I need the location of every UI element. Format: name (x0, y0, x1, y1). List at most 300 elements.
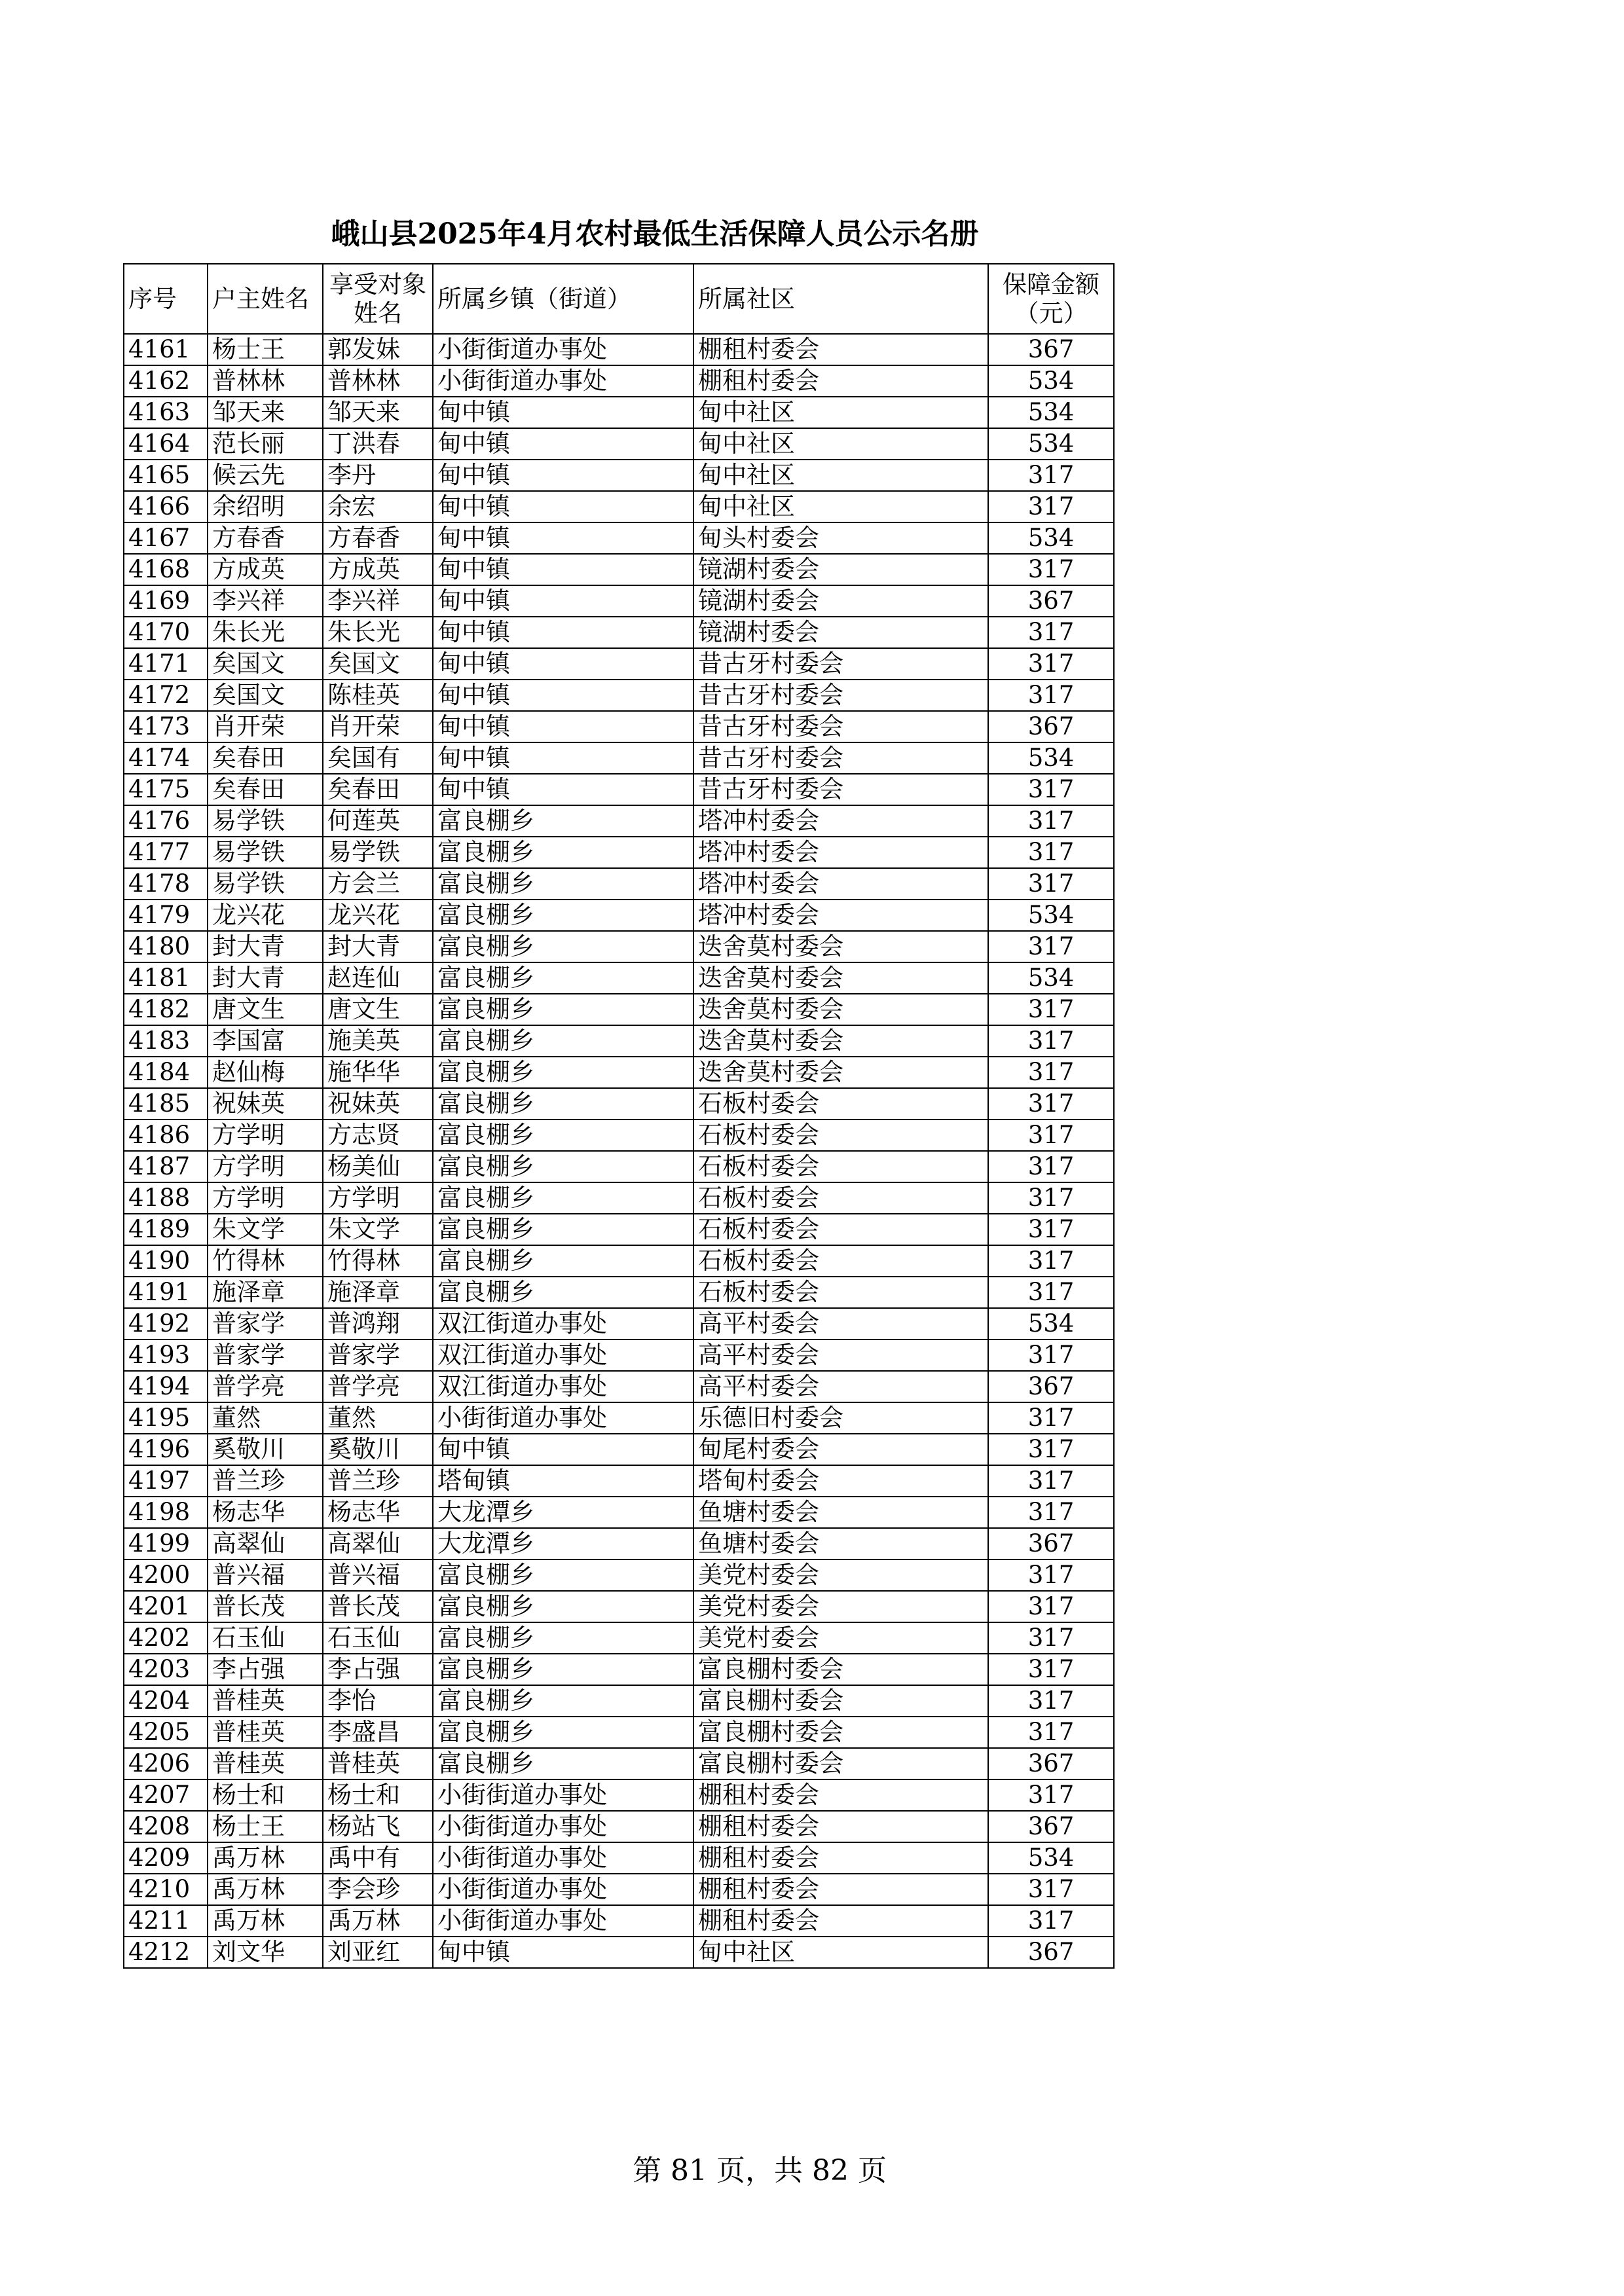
table-row (124, 742, 1114, 774)
cell-household-head: 方学明 (208, 1151, 323, 1182)
cell-seq: 4178 (124, 868, 208, 900)
cell-seq: 4176 (124, 805, 208, 837)
cell-township: 甸中镇 (433, 1937, 693, 1968)
cell-seq: 4200 (124, 1559, 208, 1591)
table-row (124, 1214, 1114, 1245)
cell-community: 镜湖村委会 (693, 585, 988, 617)
cell-household-head: 赵仙梅 (208, 1057, 323, 1088)
cell-community: 镜湖村委会 (693, 617, 988, 648)
cell-beneficiary: 方会兰 (323, 868, 433, 900)
cell-township: 甸中镇 (433, 428, 693, 460)
cell-household-head: 杨士王 (208, 1811, 323, 1842)
cell-community: 迭舍莫村委会 (693, 962, 988, 994)
cell-community: 塔冲村委会 (693, 837, 988, 868)
cell-beneficiary: 赵连仙 (323, 962, 433, 994)
cell-seq: 4175 (124, 774, 208, 805)
cell-community: 石板村委会 (693, 1151, 988, 1182)
cell-household-head: 李占强 (208, 1654, 323, 1685)
cell-amount: 367 (988, 1937, 1114, 1968)
cell-household-head: 朱长光 (208, 617, 323, 648)
cell-seq: 4174 (124, 742, 208, 774)
cell-amount: 317 (988, 1654, 1114, 1685)
cell-amount: 317 (988, 1214, 1114, 1245)
cell-household-head: 候云先 (208, 460, 323, 491)
cell-household-head: 普兰珍 (208, 1465, 323, 1497)
table-row (124, 1088, 1114, 1120)
cell-township: 甸中镇 (433, 491, 693, 522)
cell-seq: 4189 (124, 1214, 208, 1245)
cell-community: 昔古牙村委会 (693, 680, 988, 711)
cell-community: 鱼塘村委会 (693, 1528, 988, 1559)
cell-amount: 534 (988, 742, 1114, 774)
cell-amount: 317 (988, 1151, 1114, 1182)
cell-seq: 4172 (124, 680, 208, 711)
cell-township: 富良棚乡 (433, 900, 693, 931)
cell-household-head: 杨士王 (208, 334, 323, 365)
cell-community: 高平村委会 (693, 1308, 988, 1339)
cell-household-head: 竹得林 (208, 1245, 323, 1277)
cell-amount: 317 (988, 1717, 1114, 1748)
cell-township: 富良棚乡 (433, 1685, 693, 1717)
cell-township: 甸中镇 (433, 742, 693, 774)
header-row (124, 264, 1114, 334)
header-amount: 保障金额（元） (988, 264, 1114, 334)
cell-township: 甸中镇 (433, 680, 693, 711)
cell-beneficiary: 李占强 (323, 1654, 433, 1685)
cell-township: 甸中镇 (433, 711, 693, 742)
header-household-head: 户主姓名 (208, 264, 323, 334)
cell-beneficiary: 普兰珍 (323, 1465, 433, 1497)
cell-seq: 4212 (124, 1937, 208, 1968)
cell-amount: 534 (988, 428, 1114, 460)
cell-amount: 317 (988, 1245, 1114, 1277)
cell-community: 甸中社区 (693, 491, 988, 522)
table-row (124, 1779, 1114, 1811)
cell-community: 塔冲村委会 (693, 900, 988, 931)
cell-seq: 4191 (124, 1277, 208, 1308)
cell-amount: 317 (988, 1402, 1114, 1434)
table-row (124, 837, 1114, 868)
cell-township: 富良棚乡 (433, 805, 693, 837)
cell-community: 石板村委会 (693, 1277, 988, 1308)
cell-seq: 4202 (124, 1622, 208, 1654)
cell-seq: 4186 (124, 1120, 208, 1151)
cell-beneficiary: 何莲英 (323, 805, 433, 837)
cell-beneficiary: 禹万林 (323, 1905, 433, 1937)
cell-beneficiary: 封大青 (323, 931, 433, 962)
cell-amount: 317 (988, 1182, 1114, 1214)
cell-seq: 4182 (124, 994, 208, 1025)
cell-beneficiary: 施美英 (323, 1025, 433, 1057)
cell-seq: 4206 (124, 1748, 208, 1779)
cell-household-head: 易学铁 (208, 805, 323, 837)
cell-seq: 4211 (124, 1905, 208, 1937)
cell-seq: 4207 (124, 1779, 208, 1811)
cell-township: 双江街道办事处 (433, 1339, 693, 1371)
cell-household-head: 矣国文 (208, 648, 323, 680)
table-row (124, 1842, 1114, 1874)
cell-amount: 317 (988, 1622, 1114, 1654)
cell-township: 双江街道办事处 (433, 1371, 693, 1402)
cell-seq: 4201 (124, 1591, 208, 1622)
cell-community: 棚租村委会 (693, 1842, 988, 1874)
cell-seq: 4173 (124, 711, 208, 742)
cell-amount: 317 (988, 805, 1114, 837)
cell-township: 富良棚乡 (433, 868, 693, 900)
cell-township: 富良棚乡 (433, 1057, 693, 1088)
cell-amount: 534 (988, 1308, 1114, 1339)
cell-beneficiary: 李兴祥 (323, 585, 433, 617)
cell-community: 石板村委会 (693, 1245, 988, 1277)
cell-amount: 534 (988, 1842, 1114, 1874)
cell-community: 棚租村委会 (693, 365, 988, 397)
cell-amount: 317 (988, 774, 1114, 805)
cell-household-head: 奚敬川 (208, 1434, 323, 1465)
cell-household-head: 矣春田 (208, 774, 323, 805)
cell-community: 棚租村委会 (693, 334, 988, 365)
cell-township: 富良棚乡 (433, 1591, 693, 1622)
cell-community: 乐德旧村委会 (693, 1402, 988, 1434)
table-row (124, 1120, 1114, 1151)
cell-seq: 4210 (124, 1874, 208, 1905)
table-row (124, 1277, 1114, 1308)
cell-township: 小街街道办事处 (433, 1811, 693, 1842)
table-row (124, 1371, 1114, 1402)
cell-household-head: 普林林 (208, 365, 323, 397)
table-row (124, 585, 1114, 617)
cell-community: 棚租村委会 (693, 1779, 988, 1811)
cell-amount: 317 (988, 1025, 1114, 1057)
cell-beneficiary: 竹得林 (323, 1245, 433, 1277)
cell-beneficiary: 余宏 (323, 491, 433, 522)
cell-community: 富良棚村委会 (693, 1717, 988, 1748)
cell-household-head: 朱文学 (208, 1214, 323, 1245)
cell-beneficiary: 方志贤 (323, 1120, 433, 1151)
cell-township: 小街街道办事处 (433, 1874, 693, 1905)
table-row (124, 460, 1114, 491)
cell-township: 富良棚乡 (433, 1025, 693, 1057)
table-row (124, 1434, 1114, 1465)
roster-table (123, 263, 1115, 1969)
cell-community: 塔冲村委会 (693, 868, 988, 900)
cell-household-head: 杨志华 (208, 1497, 323, 1528)
cell-beneficiary: 董然 (323, 1402, 433, 1434)
cell-amount: 317 (988, 460, 1114, 491)
cell-township: 小街街道办事处 (433, 1842, 693, 1874)
cell-community: 甸中社区 (693, 460, 988, 491)
cell-township: 富良棚乡 (433, 1748, 693, 1779)
cell-township: 富良棚乡 (433, 1245, 693, 1277)
cell-community: 棚租村委会 (693, 1905, 988, 1937)
cell-household-head: 高翠仙 (208, 1528, 323, 1559)
cell-seq: 4190 (124, 1245, 208, 1277)
cell-township: 富良棚乡 (433, 1654, 693, 1685)
cell-township: 甸中镇 (433, 554, 693, 585)
cell-household-head: 封大青 (208, 931, 323, 962)
cell-amount: 317 (988, 648, 1114, 680)
cell-township: 富良棚乡 (433, 1622, 693, 1654)
header-community: 所属社区 (693, 264, 988, 334)
cell-beneficiary: 李盛昌 (323, 1717, 433, 1748)
cell-township: 小街街道办事处 (433, 1905, 693, 1937)
cell-township: 小街街道办事处 (433, 1779, 693, 1811)
table-row (124, 1654, 1114, 1685)
cell-household-head: 李国富 (208, 1025, 323, 1057)
cell-seq: 4181 (124, 962, 208, 994)
table-row (124, 1057, 1114, 1088)
cell-amount: 534 (988, 962, 1114, 994)
cell-seq: 4171 (124, 648, 208, 680)
cell-township: 富良棚乡 (433, 1120, 693, 1151)
cell-beneficiary: 普长茂 (323, 1591, 433, 1622)
cell-seq: 4168 (124, 554, 208, 585)
cell-beneficiary: 陈桂英 (323, 680, 433, 711)
roster-body (124, 334, 1114, 1968)
cell-township: 大龙潭乡 (433, 1528, 693, 1559)
cell-beneficiary: 矣春田 (323, 774, 433, 805)
document-title: 峨山县2025年4月农村最低生活保障人员公示名册 (331, 217, 979, 251)
cell-amount: 317 (988, 617, 1114, 648)
cell-community: 昔古牙村委会 (693, 742, 988, 774)
cell-household-head: 普长茂 (208, 1591, 323, 1622)
cell-community: 甸尾村委会 (693, 1434, 988, 1465)
cell-seq: 4184 (124, 1057, 208, 1088)
cell-household-head: 封大青 (208, 962, 323, 994)
table-row (124, 994, 1114, 1025)
cell-community: 迭舍莫村委会 (693, 931, 988, 962)
cell-household-head: 普家学 (208, 1308, 323, 1339)
cell-amount: 534 (988, 522, 1114, 554)
cell-amount: 534 (988, 397, 1114, 428)
cell-beneficiary: 朱文学 (323, 1214, 433, 1245)
cell-community: 甸头村委会 (693, 522, 988, 554)
cell-beneficiary: 普鸿翔 (323, 1308, 433, 1339)
cell-community: 甸中社区 (693, 1937, 988, 1968)
table-row (124, 1025, 1114, 1057)
table-row (124, 491, 1114, 522)
cell-amount: 317 (988, 868, 1114, 900)
cell-township: 甸中镇 (433, 648, 693, 680)
cell-amount: 367 (988, 1371, 1114, 1402)
cell-seq: 4193 (124, 1339, 208, 1371)
cell-household-head: 易学铁 (208, 837, 323, 868)
cell-township: 富良棚乡 (433, 1717, 693, 1748)
cell-township: 甸中镇 (433, 617, 693, 648)
table-row (124, 1811, 1114, 1842)
cell-beneficiary: 普家学 (323, 1339, 433, 1371)
cell-amount: 317 (988, 1088, 1114, 1120)
cell-seq: 4199 (124, 1528, 208, 1559)
header-township: 所属乡镇（街道） (433, 264, 693, 334)
table-row (124, 1591, 1114, 1622)
table-row (124, 711, 1114, 742)
cell-beneficiary: 李丹 (323, 460, 433, 491)
cell-amount: 317 (988, 1434, 1114, 1465)
table-row (124, 900, 1114, 931)
table-row (124, 1905, 1114, 1937)
cell-household-head: 禹万林 (208, 1842, 323, 1874)
cell-seq: 4165 (124, 460, 208, 491)
cell-beneficiary: 普学亮 (323, 1371, 433, 1402)
cell-household-head: 普兴福 (208, 1559, 323, 1591)
cell-community: 富良棚村委会 (693, 1654, 988, 1685)
table-row (124, 1559, 1114, 1591)
cell-township: 富良棚乡 (433, 1151, 693, 1182)
cell-amount: 317 (988, 931, 1114, 962)
cell-amount: 317 (988, 1874, 1114, 1905)
cell-community: 美党村委会 (693, 1622, 988, 1654)
cell-amount: 317 (988, 1339, 1114, 1371)
cell-seq: 4188 (124, 1182, 208, 1214)
table-row (124, 1937, 1114, 1968)
table-row (124, 1339, 1114, 1371)
cell-seq: 4162 (124, 365, 208, 397)
cell-household-head: 方学明 (208, 1182, 323, 1214)
cell-seq: 4177 (124, 837, 208, 868)
cell-seq: 4185 (124, 1088, 208, 1120)
cell-amount: 317 (988, 1120, 1114, 1151)
cell-community: 塔甸村委会 (693, 1465, 988, 1497)
table-row (124, 805, 1114, 837)
cell-amount: 317 (988, 1057, 1114, 1088)
cell-community: 甸中社区 (693, 428, 988, 460)
cell-household-head: 方学明 (208, 1120, 323, 1151)
cell-seq: 4194 (124, 1371, 208, 1402)
table-row (124, 1465, 1114, 1497)
cell-beneficiary: 唐文生 (323, 994, 433, 1025)
cell-household-head: 董然 (208, 1402, 323, 1434)
cell-beneficiary: 方成英 (323, 554, 433, 585)
cell-township: 双江街道办事处 (433, 1308, 693, 1339)
cell-township: 大龙潭乡 (433, 1497, 693, 1528)
cell-township: 甸中镇 (433, 774, 693, 805)
cell-amount: 317 (988, 1591, 1114, 1622)
table-row (124, 1151, 1114, 1182)
cell-seq: 4205 (124, 1717, 208, 1748)
page-number: 第 81 页，共 82 页 (633, 2154, 887, 2187)
cell-beneficiary: 普林林 (323, 365, 433, 397)
cell-community: 昔古牙村委会 (693, 774, 988, 805)
cell-household-head: 禹万林 (208, 1874, 323, 1905)
cell-household-head: 祝妹英 (208, 1088, 323, 1120)
cell-seq: 4195 (124, 1402, 208, 1434)
cell-township: 富良棚乡 (433, 1182, 693, 1214)
header-beneficiary: 享受对象姓名 (323, 264, 433, 334)
cell-amount: 317 (988, 491, 1114, 522)
table-row (124, 1528, 1114, 1559)
cell-beneficiary: 李会珍 (323, 1874, 433, 1905)
cell-township: 小街街道办事处 (433, 334, 693, 365)
cell-beneficiary: 方春香 (323, 522, 433, 554)
cell-community: 富良棚村委会 (693, 1685, 988, 1717)
cell-household-head: 普桂英 (208, 1717, 323, 1748)
cell-household-head: 施泽章 (208, 1277, 323, 1308)
table-row (124, 365, 1114, 397)
cell-township: 富良棚乡 (433, 962, 693, 994)
cell-township: 小街街道办事处 (433, 365, 693, 397)
cell-beneficiary: 刘亚红 (323, 1937, 433, 1968)
cell-seq: 4163 (124, 397, 208, 428)
cell-township: 富良棚乡 (433, 994, 693, 1025)
cell-amount: 367 (988, 585, 1114, 617)
cell-beneficiary: 普兴福 (323, 1559, 433, 1591)
cell-beneficiary: 普桂英 (323, 1748, 433, 1779)
cell-seq: 4167 (124, 522, 208, 554)
cell-household-head: 肖开荣 (208, 711, 323, 742)
cell-household-head: 邹天来 (208, 397, 323, 428)
cell-amount: 367 (988, 1748, 1114, 1779)
cell-amount: 317 (988, 994, 1114, 1025)
cell-amount: 317 (988, 1277, 1114, 1308)
cell-community: 镜湖村委会 (693, 554, 988, 585)
cell-community: 富良棚村委会 (693, 1748, 988, 1779)
cell-household-head: 方成英 (208, 554, 323, 585)
cell-community: 高平村委会 (693, 1371, 988, 1402)
cell-beneficiary: 邹天来 (323, 397, 433, 428)
cell-amount: 317 (988, 680, 1114, 711)
cell-township: 甸中镇 (433, 1434, 693, 1465)
cell-seq: 4192 (124, 1308, 208, 1339)
cell-community: 美党村委会 (693, 1559, 988, 1591)
table-row (124, 1497, 1114, 1528)
cell-township: 甸中镇 (433, 397, 693, 428)
cell-beneficiary: 龙兴花 (323, 900, 433, 931)
cell-seq: 4169 (124, 585, 208, 617)
cell-beneficiary: 杨站飞 (323, 1811, 433, 1842)
table-row (124, 648, 1114, 680)
cell-community: 迭舍莫村委会 (693, 994, 988, 1025)
cell-seq: 4170 (124, 617, 208, 648)
cell-seq: 4183 (124, 1025, 208, 1057)
cell-township: 甸中镇 (433, 460, 693, 491)
cell-township: 富良棚乡 (433, 1088, 693, 1120)
cell-household-head: 刘文华 (208, 1937, 323, 1968)
table-row (124, 1245, 1114, 1277)
cell-community: 鱼塘村委会 (693, 1497, 988, 1528)
cell-community: 石板村委会 (693, 1214, 988, 1245)
table-row (124, 931, 1114, 962)
cell-seq: 4161 (124, 334, 208, 365)
cell-seq: 4187 (124, 1151, 208, 1182)
cell-amount: 317 (988, 837, 1114, 868)
cell-beneficiary: 高翠仙 (323, 1528, 433, 1559)
table-row (124, 1874, 1114, 1905)
cell-amount: 367 (988, 711, 1114, 742)
cell-township: 富良棚乡 (433, 1277, 693, 1308)
cell-amount: 367 (988, 1811, 1114, 1842)
table-row (124, 397, 1114, 428)
cell-beneficiary: 易学铁 (323, 837, 433, 868)
cell-community: 迭舍莫村委会 (693, 1057, 988, 1088)
table-row (124, 1717, 1114, 1748)
cell-household-head: 普家学 (208, 1339, 323, 1371)
cell-household-head: 龙兴花 (208, 900, 323, 931)
cell-seq: 4209 (124, 1842, 208, 1874)
cell-household-head: 普桂英 (208, 1685, 323, 1717)
cell-community: 迭舍莫村委会 (693, 1025, 988, 1057)
cell-beneficiary: 祝妹英 (323, 1088, 433, 1120)
table-row (124, 522, 1114, 554)
table-row (124, 1748, 1114, 1779)
cell-amount: 367 (988, 1528, 1114, 1559)
cell-community: 石板村委会 (693, 1120, 988, 1151)
table-row (124, 428, 1114, 460)
cell-amount: 317 (988, 554, 1114, 585)
cell-beneficiary: 矣国有 (323, 742, 433, 774)
cell-beneficiary: 郭发妹 (323, 334, 433, 365)
cell-seq: 4179 (124, 900, 208, 931)
cell-beneficiary: 施泽章 (323, 1277, 433, 1308)
